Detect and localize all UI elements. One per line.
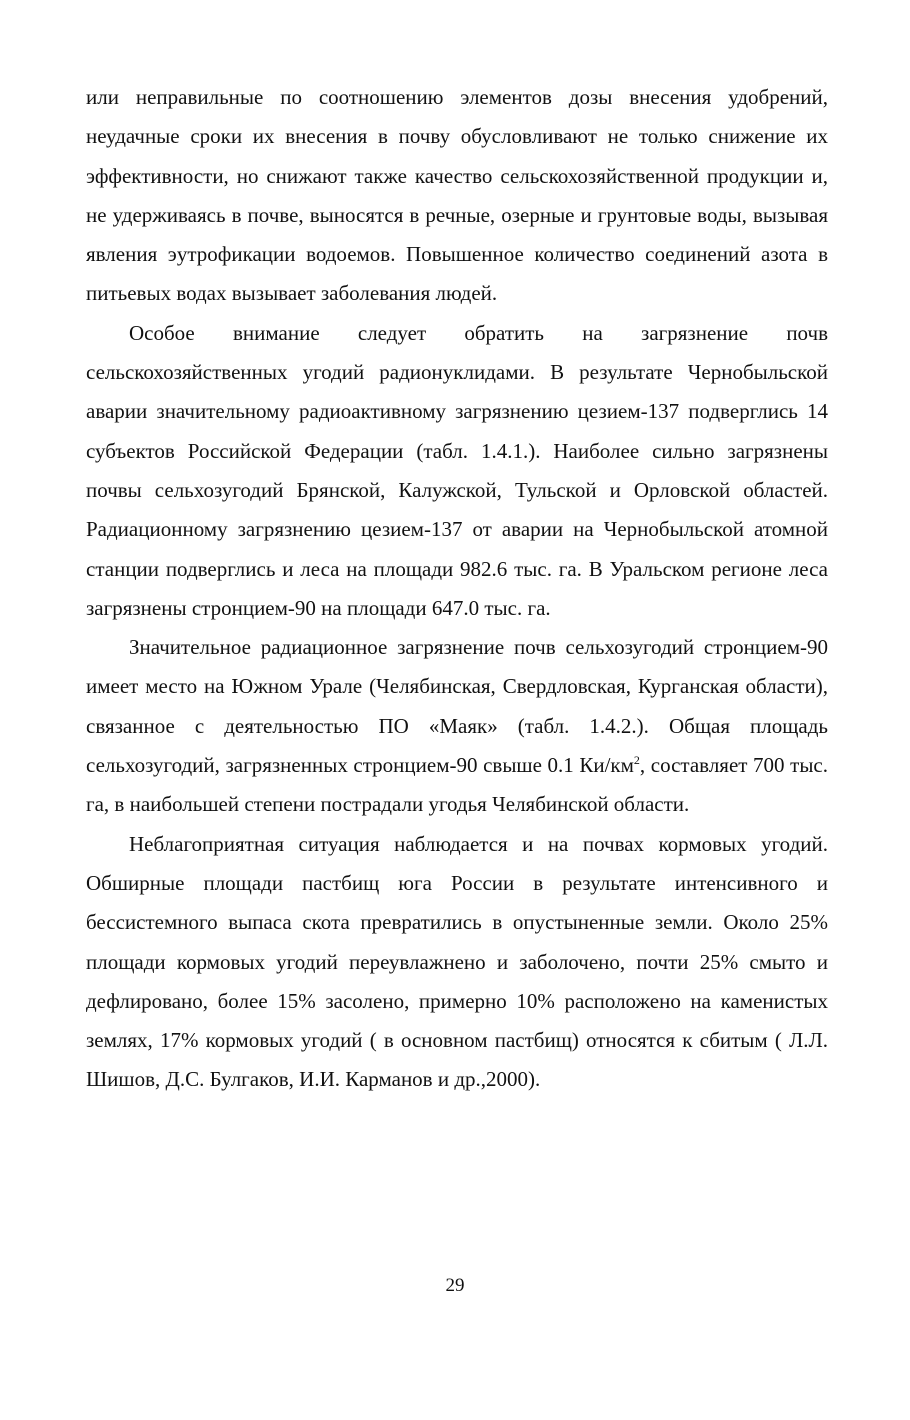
- page-number: 29: [445, 1275, 465, 1296]
- superscript-square: 2: [633, 753, 640, 768]
- body-text: [86, 78, 828, 1100]
- paragraph-forage-lands: Неблагоприятная ситуация наблюдается и на почвах кормовых угодий. Обширные площади пастбищ юга России в результате интенсивного и бессистемного выпаса скота превратились в опустыненные земли. Около 25% площади кормовых угодий переувлажнено и заболочено, почти 25% смыто и дефлировано, более 15% засолено, примерно 10% расположено на каменистых землях, 17% кормовых угодий ( в основном пастбищ) относятся к сбитым ( Л.Л. Шишов, Д.С. Булгаков, И.И. Карманов и др.,2000).: [86, 831, 828, 1092]
- paragraph-radionuclide-contamination: Особое внимание следует обратить на загрязнение почв сельскохозяйственных угодий радионуклидами. В результате Чернобыльской аварии значительному радиоактивному загрязнению цезием-137 подверглись 14 субъектов Российской Федерации (табл. 1.4.1.). Наиболее сильно загрязнены почвы сельхозугодий Брянской, Калужской, Тульской и Орловской областей. Радиационному загрязнению цезием-137 от аварии на Чернобыльской атомной станции подверглись и леса на площади 982.6 тыс. га. В Уральском регионе леса загрязнены стронцием-90 на площади 647.0 тыс. га.: [86, 320, 828, 620]
- paragraph-strontium-contamination: [86, 628, 828, 824]
- strontium-text-main: Значительное радиационное загрязнение почв сельхозугодий стронцием-90 имеет место на Южном Урале (Челябинская, Свердловская, Курганская области), связанное с деятельностью ПО «Маяк» (табл. 1.4.2.). Общая площадь сельхозугодий, загрязненных стронцием-90 свыше 0.1 Ки/км: [86, 635, 828, 778]
- strontium-text-tail: , составляет 700 тыс. га, в наибольшей степени пострадали угодья Челябинской области.: [86, 753, 828, 817]
- paragraph-fertilizer-misuse: или неправильные по соотношению элементов дозы внесения удобрений, неудачные сроки их внесения в почву обусловливают не только снижение их эффективности, но снижают также качество сельскохозяйственной продукции и, не удерживаясь в почве, выносятся в речные, озерные и грунтовые воды, вызывая явления эутрофикации водоемов. Повышенное количество соединений азота в питьевых водах вызывает заболевания людей.: [86, 85, 828, 306]
